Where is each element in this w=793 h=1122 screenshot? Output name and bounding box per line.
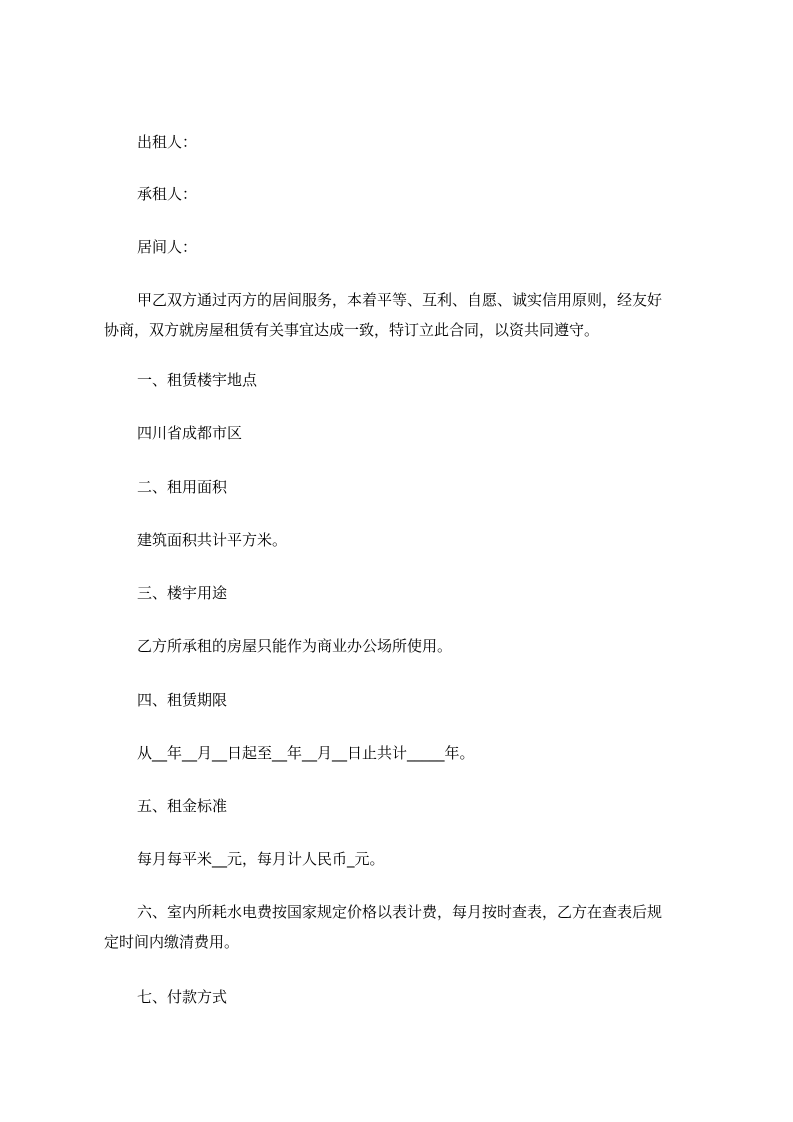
section-3-body: 乙方所承租的房屋只能作为商业办公场所使用。	[137, 637, 453, 655]
lessee-label: 承租人：	[137, 185, 198, 203]
intro-paragraph	[104, 285, 669, 345]
section-4-title: 四、租赁期限	[137, 691, 228, 709]
section-1-body: 四川省成都市区	[137, 424, 243, 442]
broker-label: 居间人：	[137, 238, 198, 256]
section-6-line-1: 六、室内所耗水电费按国家规定价格以表计费，每月按时查表，乙方在查表后规	[137, 903, 663, 921]
section-2-body: 建筑面积共计平方米。	[137, 531, 288, 549]
section-1-title: 一、租赁楼宇地点	[137, 371, 258, 389]
section-2-title: 二、租用面积	[137, 478, 228, 496]
section-7-title: 七、付款方式	[137, 988, 228, 1006]
section-5-title: 五、租金标准	[137, 797, 228, 815]
section-6-line-2: 定时间内缴清费用。	[104, 933, 240, 951]
section-3-title: 三、楼宇用途	[137, 584, 228, 602]
section-6-paragraph	[104, 897, 669, 957]
intro-line-1: 甲乙双方通过丙方的居间服务，本着平等、互利、自愿、诚实信用原则，经友好	[137, 291, 663, 309]
section-4-body: 从__年__月__日起至__年__月__日止共计_____年。	[137, 744, 475, 762]
section-5-body: 每月每平米__元，每月计人民币_元。	[137, 850, 385, 868]
lessor-label: 出租人：	[137, 133, 198, 151]
intro-line-2: 协商，双方就房屋租赁有关事宜达成一致，特订立此合同，以资共同遵守。	[104, 321, 600, 339]
